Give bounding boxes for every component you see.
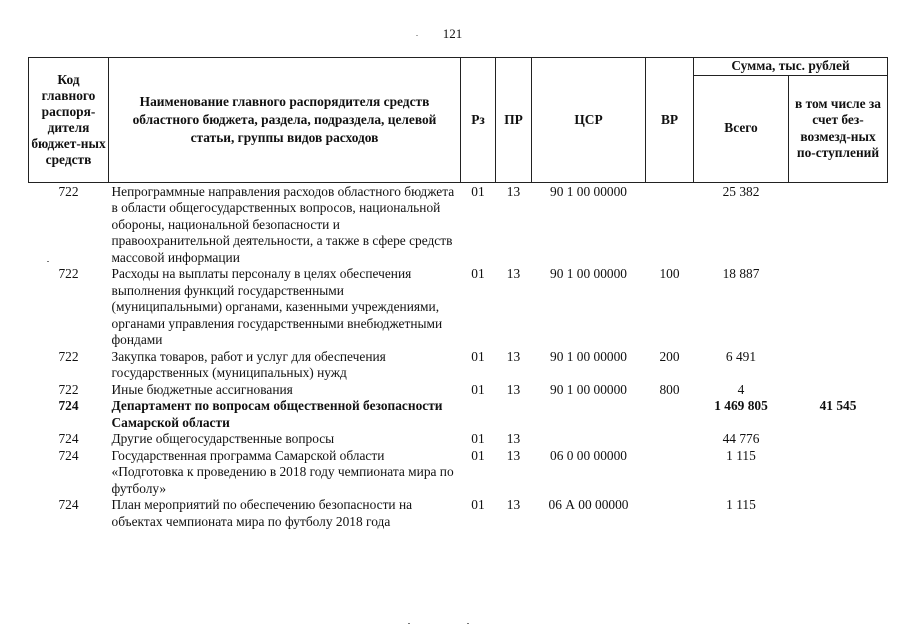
cell-total: 18 887	[722, 266, 760, 281]
cell-rz: 01	[471, 266, 485, 281]
cell-name: Закупка товаров, работ и услуг для обеспечения государственных (муниципальных) нужд	[111, 348, 386, 380]
cell-grant	[789, 182, 888, 266]
cell-rz: 01	[471, 381, 485, 397]
cell-grant	[789, 382, 888, 399]
cell-total: 25 382	[722, 183, 760, 199]
cell-code: 724	[58, 398, 79, 413]
cell-pr: 13	[506, 381, 521, 397]
cell-total: 4	[737, 381, 745, 397]
cell-pr: 13	[506, 447, 521, 463]
scan-speck	[467, 623, 469, 624]
header-name: Наименование главного распорядителя средств областного бюджета, раздела, подраздела, целевой статьи, группы видов расходов	[109, 58, 461, 183]
header-sum: Сумма, тыс. рублей	[694, 58, 888, 76]
cell-vr: 800	[659, 381, 680, 397]
cell-total: 6 491	[725, 348, 757, 364]
cell-total: 1 115	[726, 447, 756, 463]
cell-name: Непрограммные направления расходов областного бюджета в области общегосударственных вопросов, национальной обороны, национальной безопасности и правоохранительной деятельности, а также в сфере средств массовой информации	[111, 183, 455, 265]
cell-rz	[461, 398, 496, 431]
cell-name: Расходы на выплаты персоналу в целях обеспечения выполнения функций государственными (муниципальными) органами, казенными учреждениями, органами управления государственными внебюджетными фондами	[111, 266, 443, 347]
cell-name: Другие общегосударственные вопросы	[111, 431, 335, 446]
cell-vr	[646, 497, 694, 530]
cell-vr: 200	[659, 348, 680, 364]
cell-total: 1 469 805	[714, 398, 768, 413]
table-row	[29, 431, 888, 448]
cell-csr: 06 0 00 00000	[550, 447, 627, 463]
cell-name: Государственная программа Самарской области «Подготовка к проведению в 2018 году чемпионата мира по футболу»	[111, 447, 454, 496]
cell-csr: 90 1 00 00000	[550, 266, 627, 281]
cell-code: 722	[58, 381, 79, 397]
cell-rz: 01	[471, 497, 485, 512]
header-csr: ЦСР	[532, 58, 646, 183]
scan-speck	[416, 35, 418, 36]
table-row	[29, 497, 888, 530]
header-rz: Рз	[461, 58, 496, 183]
table-row	[29, 349, 888, 382]
cell-grant	[789, 431, 888, 448]
cell-csr	[532, 431, 646, 448]
cell-code: 722	[58, 266, 79, 281]
cell-grant: 41 545	[819, 398, 857, 413]
header-pr: ПР	[496, 58, 532, 183]
cell-rz: 01	[471, 431, 485, 446]
cell-csr: 06 А 00 00000	[548, 497, 629, 512]
cell-code: 724	[58, 447, 79, 463]
cell-grant	[789, 497, 888, 530]
cell-csr: 90 1 00 00000	[550, 348, 627, 364]
cell-vr	[646, 398, 694, 431]
table-row	[29, 182, 888, 266]
budget-table	[28, 57, 888, 530]
scan-speck	[408, 623, 410, 624]
cell-vr: 100	[659, 266, 680, 281]
table-row	[29, 448, 888, 498]
cell-grant	[789, 448, 888, 498]
cell-pr: 13	[506, 431, 521, 446]
cell-pr: 13	[506, 497, 521, 512]
table-row	[29, 266, 888, 349]
cell-code: 724	[58, 431, 79, 446]
cell-total: 44 776	[722, 431, 760, 446]
header-grant: в том числе за счет без-возмезд-ных по-ступлений	[789, 75, 888, 182]
cell-code: 722	[58, 348, 79, 364]
table-body	[29, 182, 888, 530]
cell-csr	[532, 398, 646, 431]
cell-name: План мероприятий по обеспечению безопасности на объектах чемпионата мира по футболу 2018 года	[111, 497, 413, 529]
cell-grant	[789, 266, 888, 349]
cell-grant	[789, 349, 888, 382]
cell-vr	[646, 431, 694, 448]
header-vr: ВР	[646, 58, 694, 183]
page-number: 121	[442, 26, 463, 41]
cell-code: 722	[58, 183, 79, 199]
cell-rz: 01	[471, 183, 485, 199]
cell-pr: 13	[506, 266, 521, 281]
header-code: Код главного распоря-дителя бюджет-ных средств	[29, 58, 109, 183]
cell-rz: 01	[471, 348, 485, 364]
cell-vr	[646, 448, 694, 498]
cell-rz: 01	[471, 447, 485, 463]
cell-vr	[646, 182, 694, 266]
cell-pr: 13	[506, 183, 521, 199]
header-total: Всего	[694, 75, 789, 182]
cell-pr: 13	[506, 348, 521, 364]
cell-code: 724	[58, 497, 79, 512]
table-row	[29, 398, 888, 431]
cell-csr: 90 1 00 00000	[550, 381, 627, 397]
cell-name: Иные бюджетные ассигнования	[111, 381, 293, 397]
table-row	[29, 382, 888, 399]
cell-name: Департамент по вопросам общественной безопасности Самарской области	[111, 398, 443, 430]
scan-speck	[47, 261, 49, 262]
cell-total: 1 115	[726, 497, 756, 512]
cell-csr: 90 1 00 00000	[550, 183, 627, 199]
cell-pr	[496, 398, 532, 431]
